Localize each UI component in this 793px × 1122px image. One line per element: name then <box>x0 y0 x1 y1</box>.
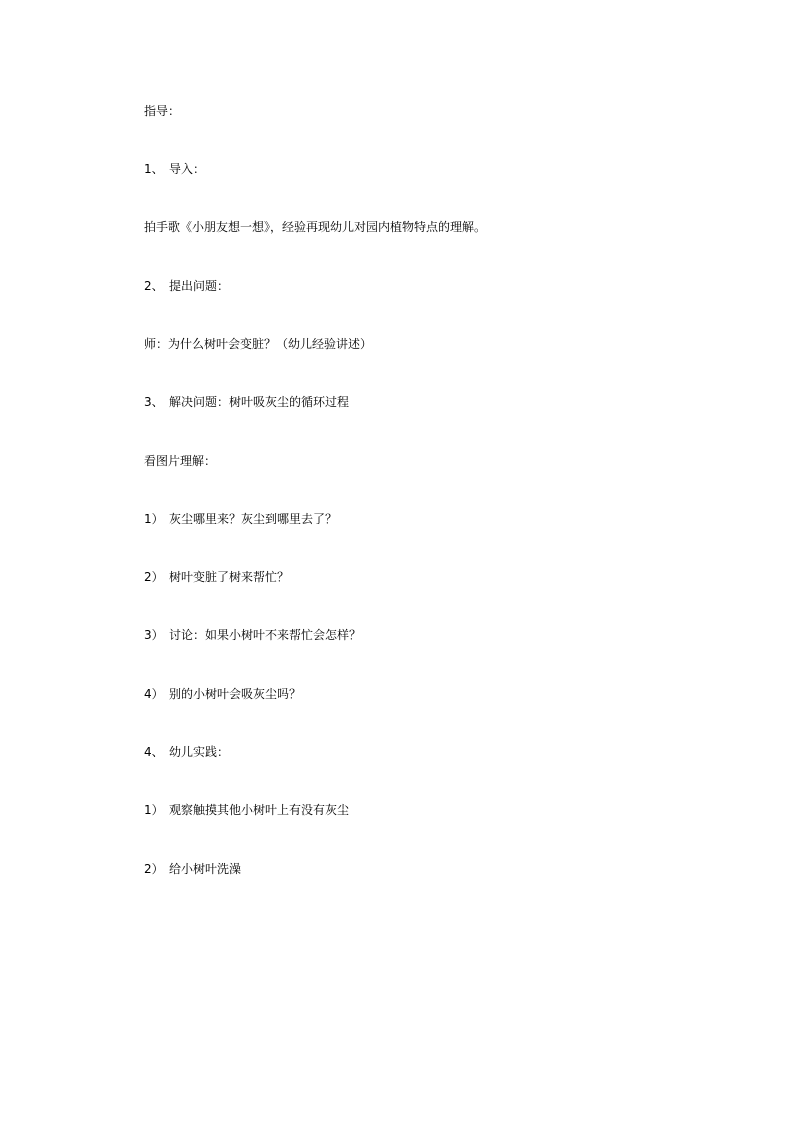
list-item <box>144 687 301 701</box>
item-text: 解决问题：树叶吸灰尘的循环过程 <box>169 395 350 409</box>
list-item <box>144 803 349 817</box>
item-number: 2） <box>144 570 164 584</box>
paragraph <box>144 454 216 468</box>
item-text: 别的小树叶会吸灰尘吗？ <box>169 687 302 701</box>
list-item <box>144 570 289 584</box>
item-number: 2、 <box>144 279 164 293</box>
paragraph <box>144 220 486 234</box>
list-item <box>144 628 361 642</box>
item-number: 1） <box>144 512 164 526</box>
item-text: 给小树叶洗澡 <box>169 862 242 876</box>
paragraph-text: 看图片理解： <box>144 454 217 468</box>
item-text: 讨论：如果小树叶不来帮忙会怎样？ <box>169 628 362 642</box>
item-text: 灰尘哪里来？灰尘到哪里去了？ <box>169 512 338 526</box>
item-text: 幼儿实践： <box>169 745 230 759</box>
paragraph <box>144 337 372 351</box>
list-item <box>144 512 337 526</box>
item-number: 2） <box>144 862 164 876</box>
item-number: 1、 <box>144 162 164 176</box>
item-number: 1） <box>144 803 164 817</box>
item-text: 导入： <box>169 162 206 176</box>
item-text: 树叶变脏了树来帮忙？ <box>169 570 290 584</box>
paragraph-text: 拍手歌《小朋友想一想》，经验再现幼儿对园内植物特点的理解。 <box>144 220 487 234</box>
item-number: 3、 <box>144 395 164 409</box>
item-text: 提出问题： <box>169 279 230 293</box>
list-item <box>144 862 241 876</box>
item-number: 3） <box>144 628 164 642</box>
section-item <box>144 395 349 409</box>
item-text: 观察触摸其他小树叶上有没有灰尘 <box>169 803 350 817</box>
item-number: 4） <box>144 687 164 701</box>
document-heading: 指导： <box>144 104 181 118</box>
paragraph-text: 师：为什么树叶会变脏？（幼儿经验讲述） <box>144 337 373 351</box>
section-item <box>144 162 205 176</box>
section-item <box>144 745 229 759</box>
section-item <box>144 279 229 293</box>
item-number: 4、 <box>144 745 164 759</box>
